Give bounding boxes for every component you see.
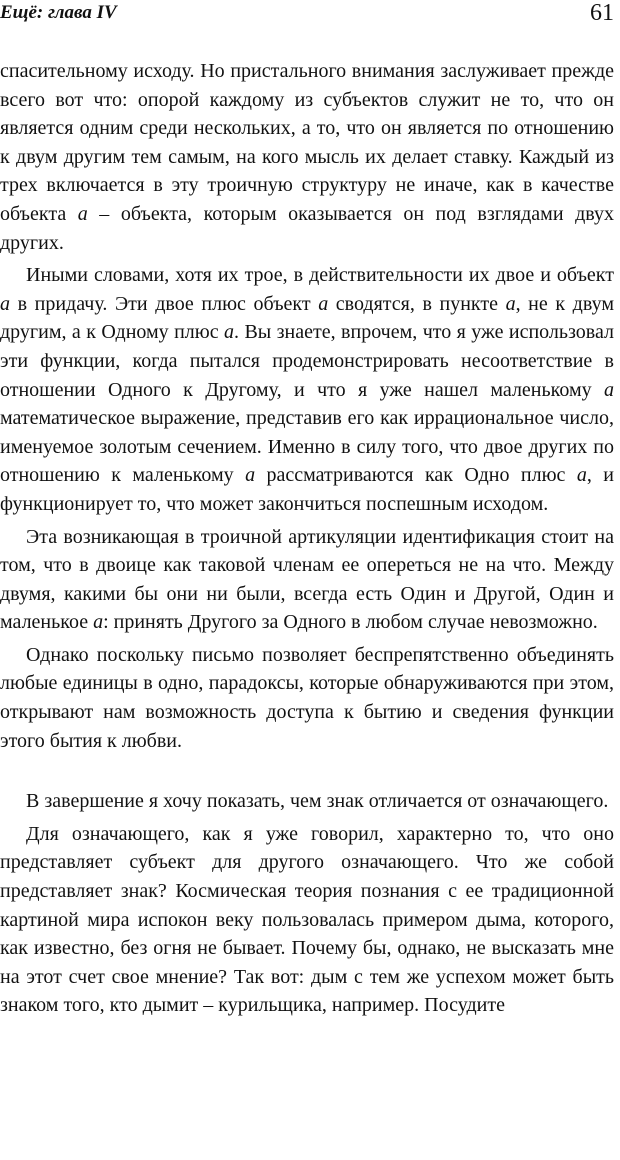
paragraph-3: Эта возникающая в троичной артикуляции идентификация стоит на том, что в двоице как таковой членам ее опереться не на что. Между двумя, какими бы они ни были, всегда есть Один и Другой, Один и маленькое a: принять Другого за Одного в любом случае невозможно. [0, 525, 614, 634]
page-body [0, 57, 614, 1020]
paragraph-2: Иными словами, хотя их трое, в действительности их двое и объект a в придачу. Эти двое плюс объект a сводятся, в пункте a, не к двум другим, а к Одному плюс a. Вы знаете, впрочем, что я уже использовал эти функции, когда пытался продемонстрировать несоответствие в отношении Одного к Другому, и что я уже нашел маленькому a математическое выражение, представив его как иррациональное число, именуемое золотым сечением. Именно в силу того, что двое других по отношению к маленькому a рассматриваются как Одно плюс a, и функционирует то, что может закончиться поспешным исходом. [0, 264, 615, 515]
paragraph-6: Для означающего, как я уже говорил, характерно то, что оно представляет субъект для другого означающего. Что же собой представляет знак? Космическая теория познания с ее традиционной картиной мира испокон веку пользовалась примером дыма, которого, как известно, без огня не бывает. Почему бы, однако, не высказать мне на этот счет свое мнение? Так вот: дым с тем же успехом может быть знаком того, кто дымит – курильщика, например. Посудите [0, 822, 614, 1017]
page-number: 61 [590, 0, 614, 26]
page-header [0, 0, 620, 40]
paragraph-5: В завершение я хочу показать, чем знак отличается от означающего. [26, 790, 609, 813]
running-head: Ещё: глава IV [0, 2, 117, 23]
paragraph-1: спасительному исходу. Но пристального внимания заслуживает прежде всего вот что: опорой каждому из субъектов служит не то, что он является одним среди нескольких, а то, что он является по отношению к двум другим тем самым, на кого мысль их делает ставку. Каждый из трех включается в эту троичную структуру не иначе, как в качестве объекта a – объекта, которым оказывается он под взглядами двух других. [0, 60, 615, 254]
paragraph-4: Однако поскольку письмо позволяет беспрепятственно объединять любые единицы в одно, парадоксы, которые обнаруживаются при этом, открывают нам возможность доступа к бытию и сведения функции этого бытия к любви. [0, 643, 614, 752]
